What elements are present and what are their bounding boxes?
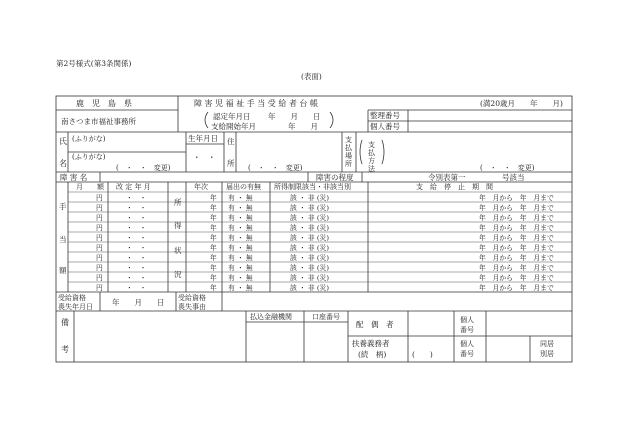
income-limit-cell: 該 ・ 非 (災) xyxy=(290,234,329,242)
income-limit-cell: 該 ・ 非 (災) xyxy=(290,244,329,252)
pay-place-char: 払 xyxy=(345,144,352,152)
pay-method-char: 法 xyxy=(368,165,375,173)
income-limit-cell: 該 ・ 非 (災) xyxy=(290,264,329,272)
revision-dots: ・ ・ xyxy=(126,214,147,222)
amount-yen: 円 xyxy=(96,214,103,222)
account-label: 口座番号 xyxy=(312,313,340,321)
report-cell: 有 ・ 無 xyxy=(228,274,253,282)
loss-date-format: 年 月 日 xyxy=(112,298,165,307)
revision-dots: ・ ・ xyxy=(126,204,147,212)
stop-period-cell: 年 月から 年 月まで xyxy=(479,224,554,232)
amount-yen: 円 xyxy=(96,284,103,292)
dependent-personal-no-2: 番号 xyxy=(460,350,474,358)
revision-dots: ・ ・ xyxy=(126,194,147,202)
stop-period-cell: 年 月から 年 月まで xyxy=(479,284,554,292)
ledger-title: 障 害 児 福 祉 手 当 受 給 者 台 帳 xyxy=(194,99,318,108)
year-cell: 年 xyxy=(210,214,217,222)
ref-no-label: 整理番号 xyxy=(370,111,400,120)
amount-yen: 円 xyxy=(96,194,103,202)
revision-dots: ・ ・ xyxy=(126,284,147,292)
report-cell: 有 ・ 無 xyxy=(228,204,253,212)
pay-method-char: 方 xyxy=(368,157,375,165)
income-char-1: 所 xyxy=(174,198,182,207)
side-label: (表面) xyxy=(301,72,322,81)
loss-date-label-1: 受給資格 xyxy=(58,294,86,302)
address-change-date: ( ・ ・ 変更) xyxy=(248,164,303,172)
dependent-personal-no-1: 個人 xyxy=(460,340,474,348)
disability-degree-label: 障害の程度 xyxy=(316,173,354,182)
birth-date-label: 生年月日 xyxy=(188,134,218,143)
stop-period-cell: 年 月から 年 月まで xyxy=(479,244,554,252)
report-cell: 有 ・ 無 xyxy=(228,224,253,232)
year-cell: 年 xyxy=(210,204,217,212)
address-label-1: 住 xyxy=(227,137,235,146)
address-label-2: 所 xyxy=(227,159,235,168)
stop-period-header: 支 給 停 止 期 間 xyxy=(416,183,493,191)
revision-dots: ・ ・ xyxy=(126,244,147,252)
bank-label: 払込金融機関 xyxy=(250,313,292,321)
amount-yen: 円 xyxy=(96,264,103,272)
amount-yen: 円 xyxy=(96,204,103,212)
year-cell: 年 xyxy=(210,244,217,252)
revision-dots: ・ ・ xyxy=(126,234,147,242)
start-month-label: 支給開始年月 xyxy=(211,122,256,131)
separate-label: 別居 xyxy=(540,350,554,358)
allowance-char-3: 額 xyxy=(59,266,67,275)
remarks-label-2: 考 xyxy=(61,345,69,354)
spouse-personal-no-1: 個人 xyxy=(460,316,474,324)
cert-bracket-left xyxy=(205,112,208,128)
relation-blank: ( ) xyxy=(412,350,433,359)
age-note: (満20歳月 年 月) xyxy=(480,99,563,108)
relation-label: (続 柄) xyxy=(358,350,387,359)
office-name: 南さつま市福祉事務所 xyxy=(61,117,136,126)
report-cell: 有 ・ 無 xyxy=(228,194,253,202)
report-cell: 有 ・ 無 xyxy=(228,284,253,292)
income-limit-cell: 該 ・ 非 (災) xyxy=(290,284,329,292)
stop-period-cell: 年 月から 年 月まで xyxy=(479,234,554,242)
stop-period-cell: 年 月から 年 月まで xyxy=(479,204,554,212)
year-cell: 年 xyxy=(210,274,217,282)
prefecture: 鹿 児 島 県 xyxy=(76,99,132,108)
allowance-char-2: 当 xyxy=(59,235,67,244)
name-label-2: 名 xyxy=(59,159,67,168)
name-label-1: 氏 xyxy=(59,137,67,146)
cert-date-format: 年 月 日 xyxy=(268,112,321,121)
income-limit-cell: 該 ・ 非 (災) xyxy=(290,214,329,222)
dependent-label: 扶養義務者 xyxy=(352,339,390,348)
report-cell: 有 ・ 無 xyxy=(228,244,253,252)
income-limit-cell: 該 ・ 非 (災) xyxy=(290,224,329,232)
pay-bracket-right xyxy=(382,140,384,164)
amount-yen: 円 xyxy=(96,234,103,242)
pay-bracket-left xyxy=(360,140,362,164)
loss-date-label-2: 喪失年月日 xyxy=(58,303,93,311)
table-reference: 令別表第一 xyxy=(428,173,466,182)
revision-dots: ・ ・ xyxy=(126,264,147,272)
stop-period-cell: 年 月から 年 月まで xyxy=(479,264,554,272)
income-char-4: 況 xyxy=(174,270,182,279)
birth-date-dots: ・ ・ xyxy=(193,153,216,162)
year-header: 年次 xyxy=(194,183,208,191)
amount-header: 月 額 xyxy=(76,183,104,191)
income-char-3: 状 xyxy=(174,246,182,255)
pay-method-label xyxy=(368,140,376,173)
revision-header: 改 定 年 月 xyxy=(116,183,151,191)
income-limit-cell: 該 ・ 非 (災) xyxy=(290,194,329,202)
year-cell: 年 xyxy=(210,254,217,262)
name-change-date: ( ・ ・ 変更) xyxy=(116,164,171,172)
pay-place-char: 所 xyxy=(345,160,352,168)
income-limit-cell: 該 ・ 非 (災) xyxy=(290,254,329,262)
year-cell: 年 xyxy=(210,264,217,272)
stop-period-cell: 年 月から 年 月まで xyxy=(479,194,554,202)
pay-method-char: 払 xyxy=(368,149,375,157)
revision-dots: ・ ・ xyxy=(126,224,147,232)
income-char-2: 得 xyxy=(174,221,182,230)
furigana-2: (ふりがな) xyxy=(72,153,106,161)
allowance-char-1: 手 xyxy=(59,202,67,211)
income-limit-cell: 該 ・ 非 (災) xyxy=(290,204,329,212)
stop-period-cell: 年 月から 年 月まで xyxy=(479,254,554,262)
benefit-rows xyxy=(96,193,554,292)
cert-date-label: 認定年月日 xyxy=(213,112,251,121)
stop-period-cell: 年 月から 年 月まで xyxy=(479,214,554,222)
pay-place-label xyxy=(345,135,353,168)
pay-method-char: 支 xyxy=(368,141,375,149)
pay-place-char: 支 xyxy=(345,136,352,144)
furigana-1: (ふりがな) xyxy=(72,135,106,143)
personal-no-label: 個人番号 xyxy=(370,122,400,131)
year-cell: 年 xyxy=(210,224,217,232)
spouse-personal-no-2: 番号 xyxy=(460,326,474,334)
revision-dots: ・ ・ xyxy=(126,274,147,282)
year-cell: 年 xyxy=(210,234,217,242)
amount-yen: 円 xyxy=(96,244,103,252)
year-cell: 年 xyxy=(210,284,217,292)
pay-place-char: 場 xyxy=(345,152,352,160)
income-limit-cell: 該 ・ 非 (災) xyxy=(290,274,329,282)
income-limit-header: 所得制限該当・非該当別 xyxy=(274,183,351,191)
item-number: 号該当 xyxy=(502,173,525,182)
report-cell: 有 ・ 無 xyxy=(228,214,253,222)
amount-yen: 円 xyxy=(96,224,103,232)
year-cell: 年 xyxy=(210,194,217,202)
pay-change-date: ( ・ ・ 変更) xyxy=(480,164,535,172)
amount-yen: 円 xyxy=(96,274,103,282)
spouse-label: 配 偶 者 xyxy=(356,320,394,329)
revision-dots: ・ ・ xyxy=(126,254,147,262)
form-number: 第2号様式(第3条関係) xyxy=(56,59,132,68)
report-cell: 有 ・ 無 xyxy=(228,254,253,262)
remarks-label-1: 備 xyxy=(61,318,69,327)
report-cell: 有 ・ 無 xyxy=(228,234,253,242)
stop-period-cell: 年 月から 年 月まで xyxy=(479,274,554,282)
disability-name-label: 障 害 名 xyxy=(60,173,88,182)
cert-bracket-right xyxy=(330,112,333,128)
start-month-format: 年 月 xyxy=(288,122,318,131)
loss-reason-label-2: 喪失事由 xyxy=(178,303,206,311)
report-header: 届出の有無 xyxy=(226,183,261,191)
amount-yen: 円 xyxy=(96,254,103,262)
report-cell: 有 ・ 無 xyxy=(228,264,253,272)
cohabit-label: 同居 xyxy=(540,340,554,348)
loss-reason-label-1: 受給資格 xyxy=(178,294,206,302)
